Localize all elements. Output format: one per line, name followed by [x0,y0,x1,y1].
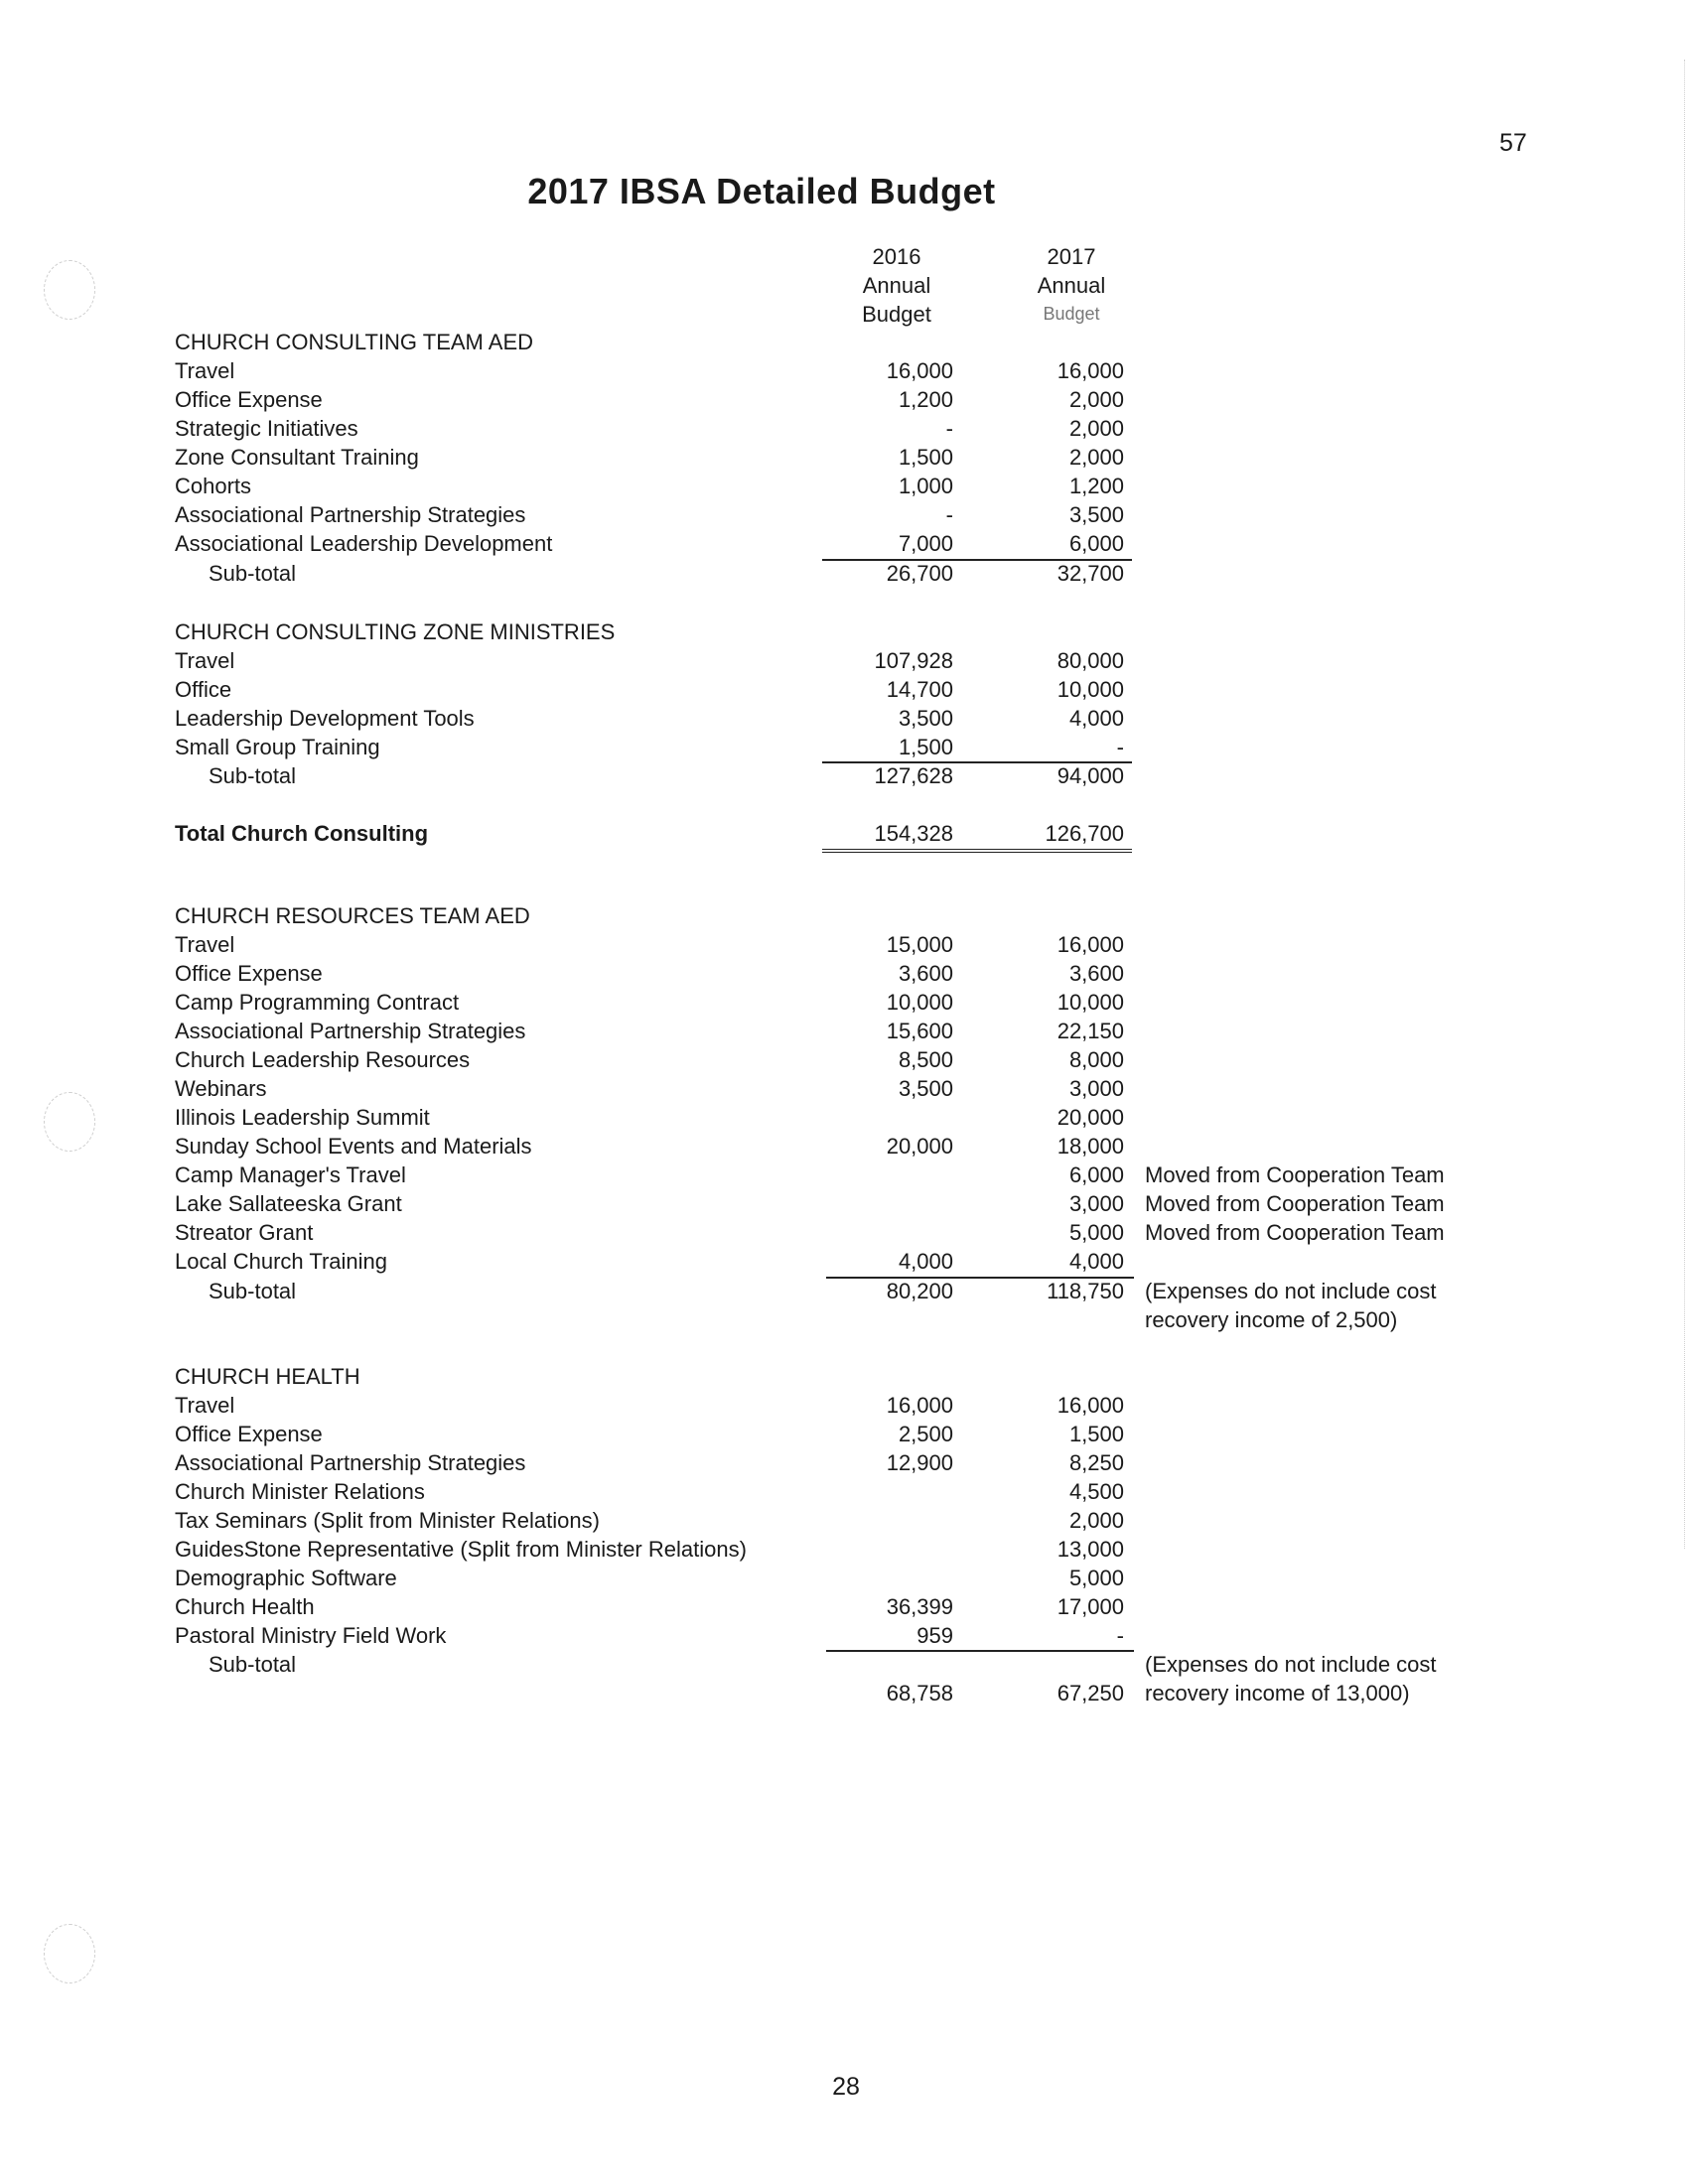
subtotal-2016: 26,700 [886,561,953,586]
subtotal-2017: 94,000 [1057,763,1124,788]
value-2016: 2,500 [898,1422,953,1446]
value-2016: 3,500 [898,706,953,731]
value-2017: 80,000 [1057,648,1124,673]
line-item-label: Associational Partnership Strategies [175,502,526,527]
value-2017: 2,000 [1068,1508,1124,1533]
section-heading: CHURCH HEALTH [175,1364,360,1389]
value-2017: 16,000 [1057,932,1124,957]
value-2016: 1,500 [898,735,953,759]
column-header-2016 [832,242,961,329]
subtotal-2016: 80,200 [886,1279,953,1303]
value-2017: 5,000 [1068,1566,1124,1590]
column-header-line: Budget [1043,304,1100,324]
line-item-label: Church Minister Relations [175,1479,425,1504]
subtotal-note: (Expenses do not include cost [1145,1279,1437,1303]
value-2016: 959 [916,1623,953,1648]
value-2016: 1,000 [898,474,953,498]
value-2017: 2,000 [1068,416,1124,441]
total-2017: 126,700 [1045,821,1124,846]
value-2017: 16,000 [1057,358,1124,383]
value-2017: 3,000 [1068,1076,1124,1101]
value-2017: 2,000 [1068,445,1124,470]
subtotal-label: Sub-total [209,1279,297,1303]
line-item-label: Travel [175,648,235,673]
subtotal-label: Sub-total [209,561,297,586]
line-item-label: Small Group Training [175,735,380,759]
column-header-2017 [1007,242,1136,329]
value-2017: - [1116,1623,1124,1648]
subtotal-2017: 67,250 [1057,1681,1124,1706]
line-item-label: Associational Leadership Development [175,531,553,556]
value-2017: 20,000 [1057,1105,1124,1130]
value-2016: 107,928 [874,648,953,673]
value-2016: 10,000 [886,990,953,1015]
line-item-label: Church Leadership Resources [175,1047,471,1072]
value-2016: - [945,502,953,527]
value-2017: 1,200 [1068,474,1124,498]
value-2016: 15,000 [886,932,953,957]
section-heading: CHURCH RESOURCES TEAM AED [175,903,530,928]
line-item-label: Leadership Development Tools [175,706,475,731]
value-2017: 2,000 [1068,387,1124,412]
column-header-line: 2016 [872,244,921,269]
line-item-label: Camp Programming Contract [175,990,460,1015]
binder-hole-bottom [44,1924,95,1983]
section-heading: CHURCH CONSULTING TEAM AED [175,330,534,354]
line-item-label: Office Expense [175,387,323,412]
line-item-label: Webinars [175,1076,267,1101]
section-heading: CHURCH CONSULTING ZONE MINISTRIES [175,619,616,644]
binder-hole-middle [44,1092,95,1152]
row-note: Moved from Cooperation Team [1145,1162,1445,1187]
value-2017: 3,000 [1068,1191,1124,1216]
line-item-label: Zone Consultant Training [175,445,419,470]
title-text: 2017 IBSA Detailed Budget [527,171,996,211]
subtotal-label: Sub-total [209,1652,297,1677]
subtotal-note: recovery income of 2,500) [1145,1307,1398,1332]
row-note: Moved from Cooperation Team [1145,1191,1445,1216]
value-2016: 36,399 [886,1594,953,1619]
value-2017: 5,000 [1068,1220,1124,1245]
footer-page-number: 28 [832,2073,860,2101]
value-2017: 4,500 [1068,1479,1124,1504]
line-item-label: Demographic Software [175,1566,397,1590]
value-2017: 6,000 [1068,1162,1124,1187]
value-2016: 20,000 [886,1134,953,1159]
value-2016: 4,000 [898,1249,953,1274]
subtotal-2017: 32,700 [1057,561,1124,586]
column-header-line: Annual [1037,273,1106,298]
value-2017: 4,000 [1068,706,1124,731]
line-item-label: Travel [175,932,235,957]
line-item-label: Strategic Initiatives [175,416,358,441]
line-item-label: Travel [175,358,235,383]
value-2016: 3,600 [898,961,953,986]
subtotal-label: Sub-total [209,763,297,788]
line-item-label: Cohorts [175,474,252,498]
value-2017: 22,150 [1057,1019,1124,1043]
value-2016: 12,900 [886,1450,953,1475]
value-2016: - [945,416,953,441]
line-item-label: Sunday School Events and Materials [175,1134,532,1159]
line-item-label: Office [175,677,232,702]
line-item-label: Associational Partnership Strategies [175,1019,526,1043]
page-edge-line [1684,60,1685,1549]
page-number: 57 [1499,129,1527,157]
value-2017: 8,000 [1068,1047,1124,1072]
column-header-line: 2017 [1047,244,1096,269]
column-header-line: Annual [862,273,931,298]
value-2016: 7,000 [898,531,953,556]
value-2017: 17,000 [1057,1594,1124,1619]
value-2016: 1,500 [898,445,953,470]
row-note: Moved from Cooperation Team [1145,1220,1445,1245]
subtotal-rule [826,1650,1134,1652]
value-2017: 3,600 [1068,961,1124,986]
value-2017: 8,250 [1068,1450,1124,1475]
value-2017: 16,000 [1057,1393,1124,1418]
line-item-label: Office Expense [175,1422,323,1446]
value-2016: 3,500 [898,1076,953,1101]
binder-hole-top [44,260,95,320]
value-2016: 16,000 [886,1393,953,1418]
total-double-rule [822,849,1132,853]
value-2017: 6,000 [1068,531,1124,556]
subtotal-note: recovery income of 13,000) [1145,1681,1410,1706]
line-item-label: Church Health [175,1594,315,1619]
line-item-label: GuidesStone Representative (Split from Minister Relations) [175,1537,747,1562]
line-item-label: Lake Sallateeska Grant [175,1191,402,1216]
subtotal-2016: 68,758 [886,1681,953,1706]
line-item-label: Associational Partnership Strategies [175,1450,526,1475]
line-item-label: Travel [175,1393,235,1418]
value-2016: 14,700 [886,677,953,702]
value-2016: 15,600 [886,1019,953,1043]
column-header-line: Budget [862,302,931,327]
value-2017: 10,000 [1057,677,1124,702]
line-item-label: Office Expense [175,961,323,986]
value-2017: - [1116,735,1124,759]
page-title [0,171,1692,212]
value-2017: 1,500 [1068,1422,1124,1446]
line-item-label: Pastoral Ministry Field Work [175,1623,447,1648]
value-2017: 3,500 [1068,502,1124,527]
line-item-label: Streator Grant [175,1220,314,1245]
value-2017: 13,000 [1057,1537,1124,1562]
line-item-label: Tax Seminars (Split from Minister Relations) [175,1508,600,1533]
value-2016: 16,000 [886,358,953,383]
total-label: Total Church Consulting [175,821,429,846]
line-item-label: Camp Manager's Travel [175,1162,406,1187]
value-2016: 8,500 [898,1047,953,1072]
value-2016: 1,200 [898,387,953,412]
line-item-label: Local Church Training [175,1249,388,1274]
subtotal-2016: 127,628 [874,763,953,788]
value-2017: 10,000 [1057,990,1124,1015]
value-2017: 4,000 [1068,1249,1124,1274]
value-2017: 18,000 [1057,1134,1124,1159]
total-2016: 154,328 [874,821,953,846]
subtotal-2017: 118,750 [1047,1279,1124,1303]
subtotal-note: (Expenses do not include cost [1145,1652,1437,1677]
line-item-label: Illinois Leadership Summit [175,1105,430,1130]
